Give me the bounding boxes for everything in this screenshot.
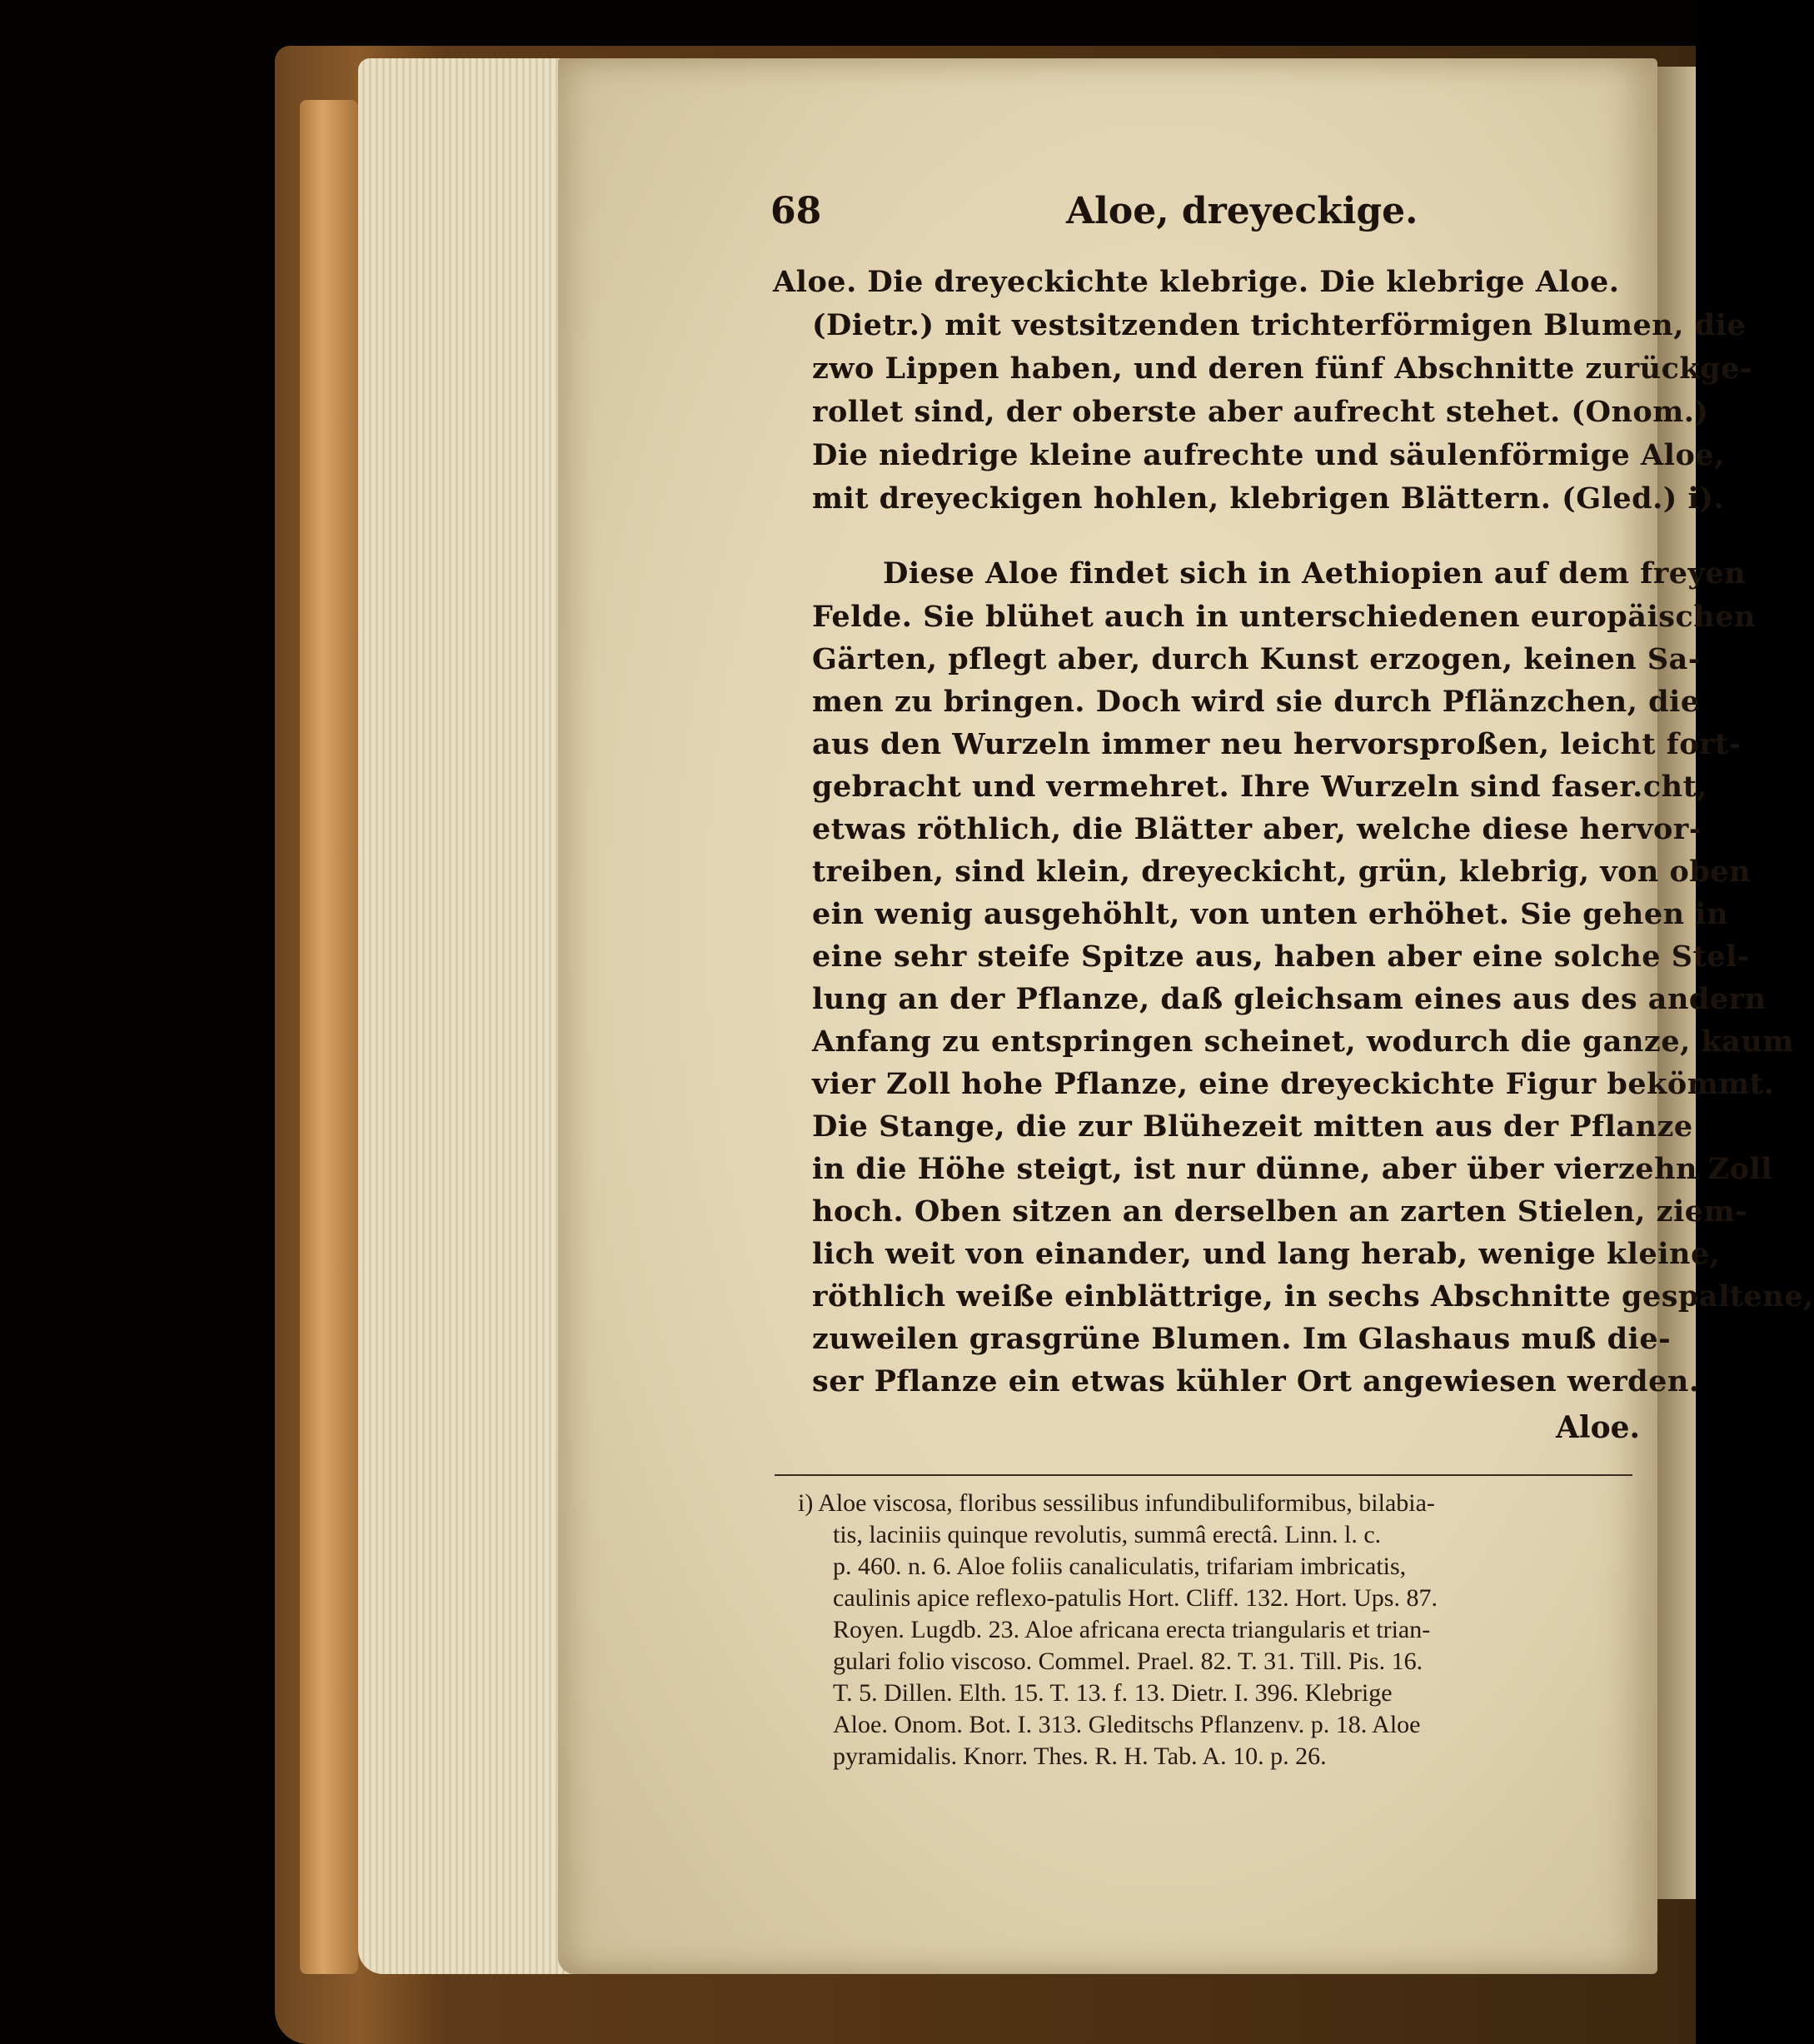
catchword: Aloe. [1556,1410,1641,1445]
body-line: lich weit von einander, und lang herab, wenige kleine, [812,1237,1721,1271]
body-line: in die Höhe steigt, ist nur dünne, aber über vierzehn Zoll [812,1152,1773,1186]
body-line: hoch. Oben sitzen an derselben an zarten Stielen, ziem- [812,1194,1748,1229]
footnote-line: gulari folio viscoso. Commel. Prael. 82. T. 31. Till. Pis. 16. [833,1648,1423,1675]
footnote-line: pyramidalis. Knorr. Thes. R. H. Tab. A. 10. p. 26. [833,1742,1327,1770]
footnote-line: T. 5. Dillen. Elth. 15. T. 13. f. 13. Dietr. I. 396. Klebrige [833,1679,1393,1707]
footnote-line: i) Aloe viscosa, floribus sessilibus infundibuliformibus, bilabia- [798,1489,1435,1517]
entry-line: zwo Lippen haben, und deren fünf Abschnitte zurückge- [812,351,1752,386]
page-stack-edges [358,58,575,1974]
body-line: ein wenig ausgehöhlt, von unten erhöhet. Sie gehen in [812,897,1729,931]
body-line: Anfang zu entspringen scheinet, wodurch die ganze, kaum [812,1024,1794,1059]
entry-line: rollet sind, der oberste aber aufrecht stehet. (Onom.) [812,395,1709,429]
body-line: lung an der Pflanze, daß gleichsam eines aus des andern [812,982,1767,1016]
body-line: Gärten, pflegt aber, durch Kunst erzogen, keinen Sa- [812,642,1701,676]
footnote-line: Aloe. Onom. Bot. I. 313. Gleditschs Pflanzenv. p. 18. Aloe [833,1711,1421,1738]
body-line: Die Stange, die zur Blühezeit mitten aus der Pflanze [812,1109,1693,1144]
entry-line: mit dreyeckigen hohlen, klebrigen Blättern. (Gled.) i). [812,481,1725,516]
body-line: Felde. Sie blühet auch in unterschiedenen europäischen [812,600,1756,634]
body-line: men zu bringen. Doch wird sie durch Pflänzchen, die [812,685,1700,719]
body-line: zuweilen grasgrüne Blumen. Im Glashaus muß die- [812,1322,1672,1356]
page-number: 68 [770,190,822,232]
book-spine-edge [300,100,358,1974]
body-line: röthlich weiße einblättrige, in sechs Abschnitte gespaltene, [812,1279,1814,1314]
footnote-line: Royen. Lugdb. 23. Aloe africana erecta triangularis et trian- [833,1616,1431,1643]
body-line: Diese Aloe findet sich in Aethiopien auf dem freyen [883,556,1747,591]
running-title: Aloe, dreyeckige. [1066,190,1418,232]
body-line: etwas röthlich, die Blätter aber, welche diese hervor- [812,812,1702,846]
body-line: aus den Wurzeln immer neu hervorsproßen, leicht fort- [812,727,1742,761]
footnote-line: p. 460. n. 6. Aloe foliis canaliculatis, trifariam imbricatis, [833,1553,1407,1580]
footnote-line: tis, laciniis quinque revolutis, summâ erectâ. Linn. l. c. [833,1521,1382,1548]
footnote-line: caulinis apice reflexo-patulis Hort. Cliff. 132. Hort. Ups. 87. [833,1584,1438,1612]
body-line: treiben, sind klein, dreyeckicht, grün, klebrig, von oben [812,855,1752,889]
body-line: vier Zoll hohe Pflanze, eine dreyeckichte Figur bekömmt. [812,1067,1775,1101]
footnote-rule [775,1474,1632,1476]
entry-line: Die niedrige kleine aufrechte und säulenförmige Aloe, [812,438,1725,472]
body-line: gebracht und vermehret. Ihre Wurzeln sind faser.cht, [812,770,1707,804]
body-line: eine sehr steife Spitze aus, haben aber eine solche Stel- [812,940,1750,974]
entry-line: (Dietr.) mit vestsitzenden trichterförmigen Blumen, die [812,308,1747,342]
entry-line: Aloe. Die dreyeckichte klebrige. Die klebrige Aloe. [773,265,1620,299]
body-line: ser Pflanze ein etwas kühler Ort angewiesen werden. [812,1364,1700,1398]
